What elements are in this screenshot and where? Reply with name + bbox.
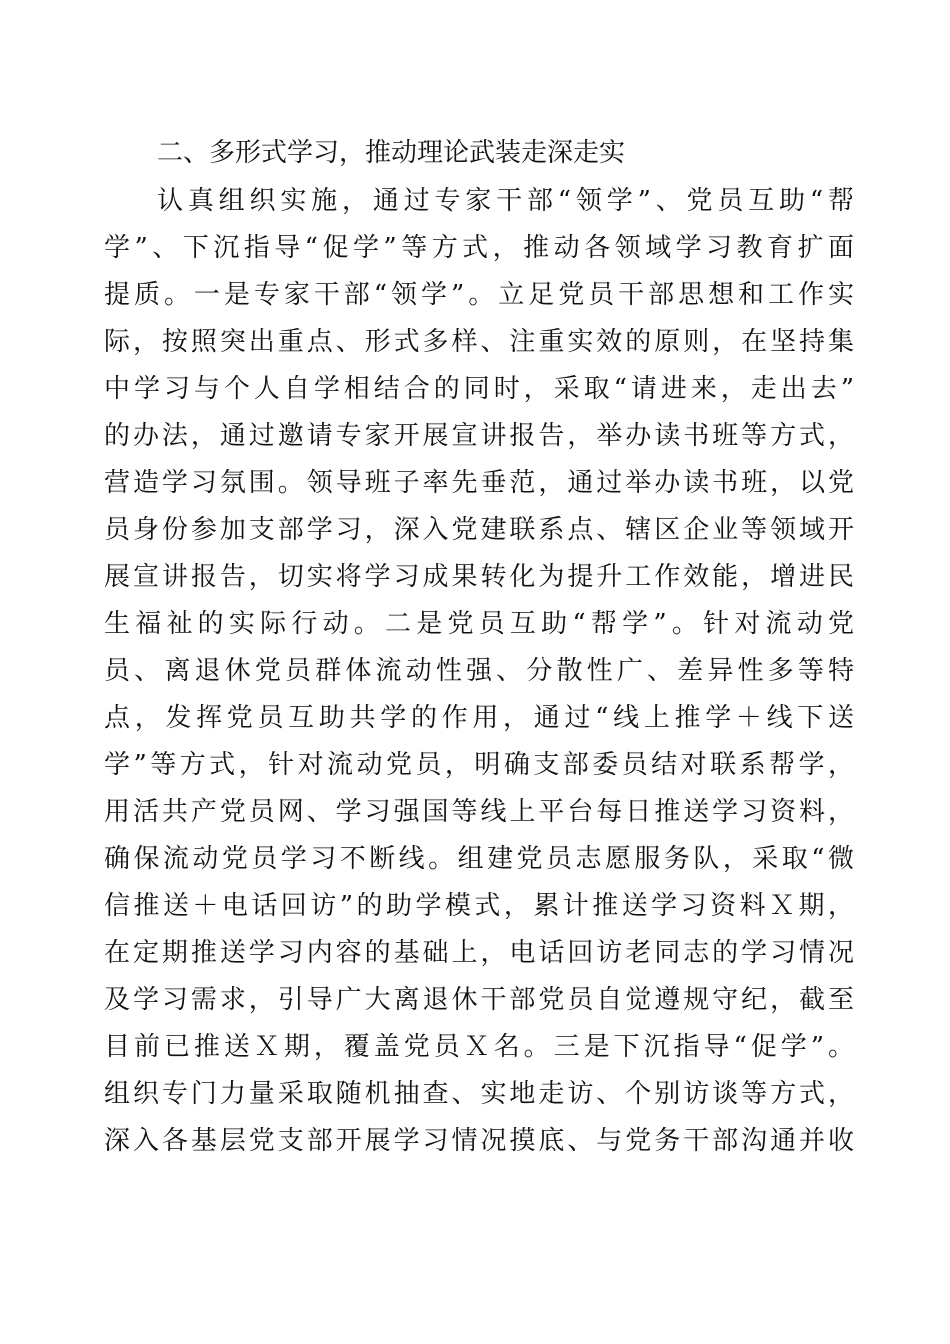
body-line: 际，按照突出重点、形式多样、注重实效的原则，在坚持集 — [104, 327, 854, 357]
body-line: 组织专门力量采取随机抽查、实地走访、个别访谈等方式， — [104, 1079, 854, 1109]
body-line: 中学习与个人自学相结合的同时，采取“请进来，走出去” — [104, 374, 854, 404]
body-line: 用活共产党员网、学习强国等线上平台每日推送学习资料， — [104, 797, 854, 827]
body-line: 确保流动党员学习不断线。组建党员志愿服务队，采取“微 — [104, 844, 854, 874]
body-line: 目前已推送Ｘ期，覆盖党员Ｘ名。三是下沉指导“促学”。 — [104, 1032, 854, 1062]
body-line: 及学习需求，引导广大离退休干部党员自觉遵规守纪，截至 — [104, 985, 854, 1015]
body-line: 深入各基层党支部开展学习情况摸底、与党务干部沟通并收 — [104, 1126, 854, 1156]
body-line: 员、离退休党员群体流动性强、分散性广、差异性多等特 — [104, 656, 854, 686]
body-line: 点，发挥党员互助共学的作用，通过“线上推学＋线下送 — [104, 703, 854, 733]
body-line: 学”等方式，针对流动党员，明确支部委员结对联系帮学， — [104, 750, 854, 780]
body-line: 营造学习氛围。领导班子率先垂范，通过举办读书班，以党 — [104, 468, 854, 498]
body-line: 信推送＋电话回访”的助学模式，累计推送学习资料Ｘ期， — [104, 891, 854, 921]
body-line: 认真组织实施，通过专家干部“领学”、党员互助“帮 — [157, 186, 854, 216]
body-line: 展宣讲报告，切实将学习成果转化为提升工作效能，增进民 — [104, 562, 854, 592]
body-line: 在定期推送学习内容的基础上，电话回访老同志的学习情况 — [104, 938, 854, 968]
body-line: 的办法，通过邀请专家开展宣讲报告，举办读书班等方式， — [104, 421, 854, 451]
body-line: 提质。一是专家干部“领学”。立足党员干部思想和工作实 — [104, 280, 854, 310]
body-line: 生福祉的实际行动。二是党员互助“帮学”。针对流动党 — [104, 609, 854, 639]
body-line: 学”、下沉指导“促学”等方式，推动各领域学习教育扩面 — [104, 233, 854, 263]
section-heading: 二、多形式学习，推动理论武装走深走实 — [157, 138, 626, 168]
body-line: 员身份参加支部学习，深入党建联系点、辖区企业等领域开 — [104, 515, 854, 545]
